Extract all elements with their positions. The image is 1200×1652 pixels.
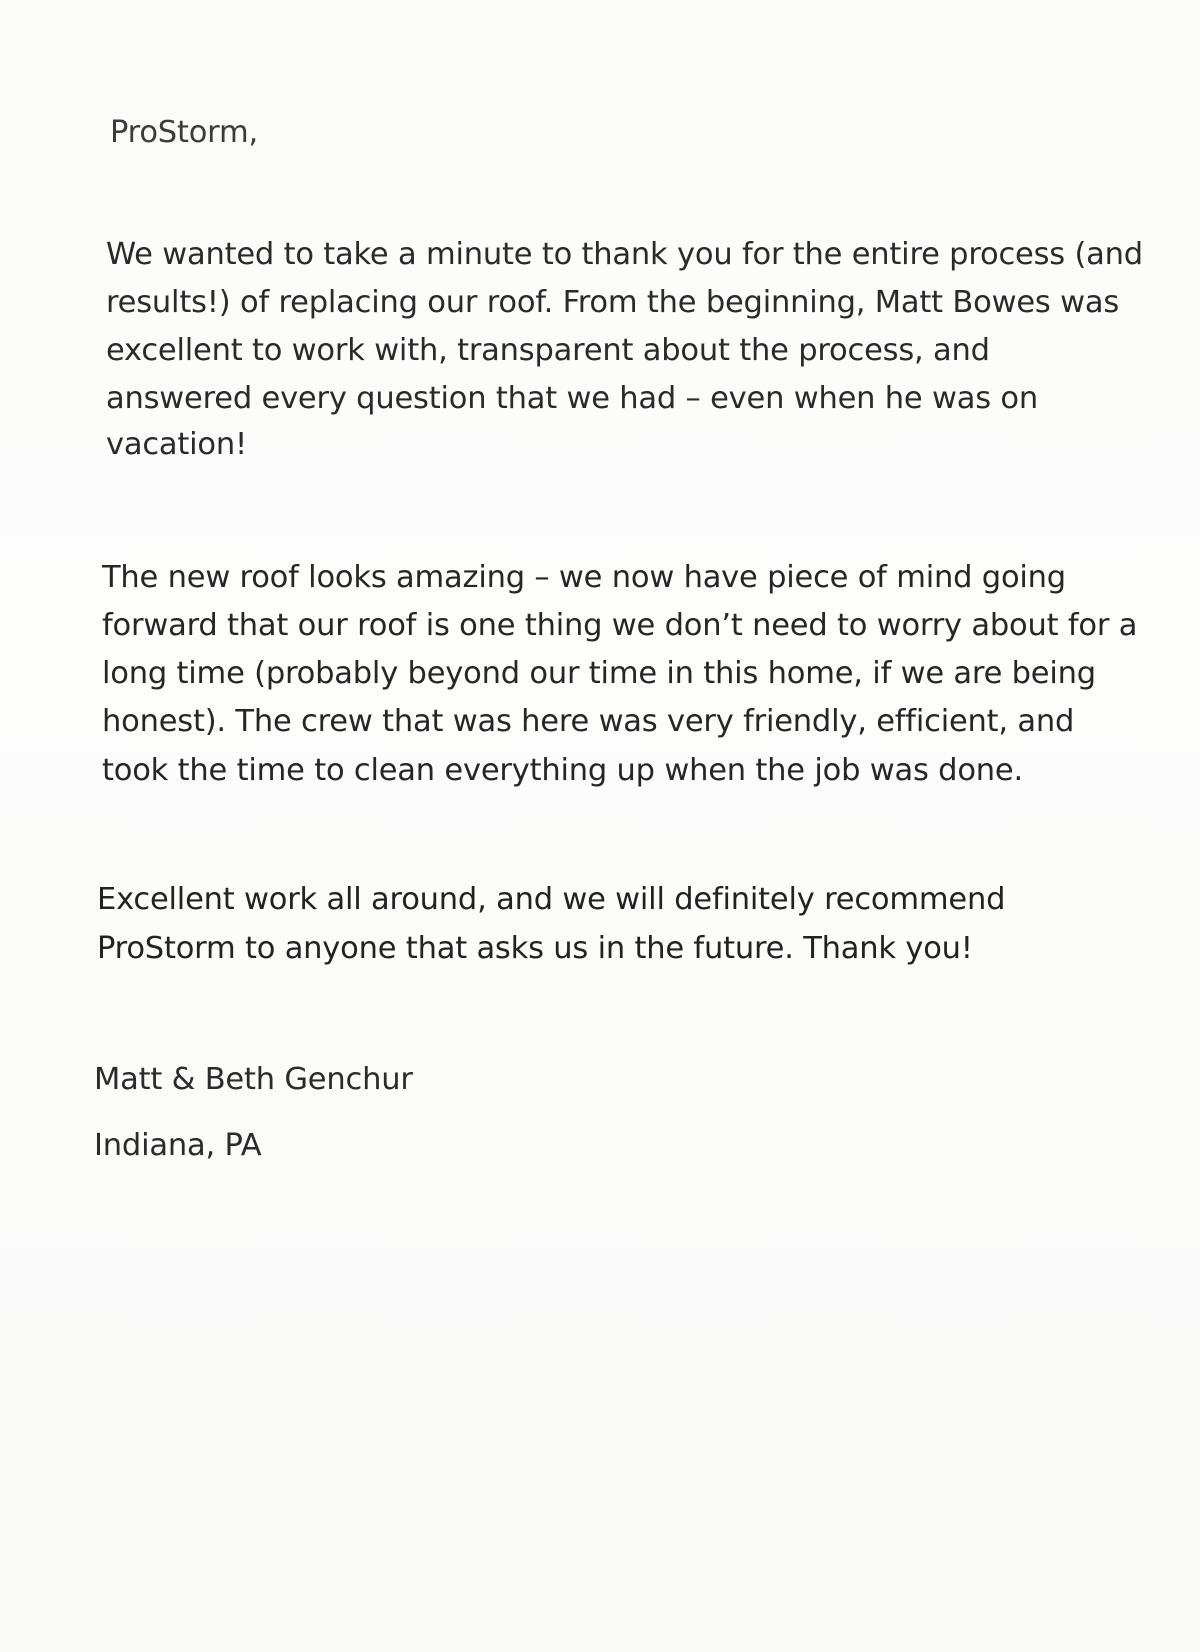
paragraph-line: results!) of replacing our roof. From the beginning, Matt Bowes was [106,285,1120,320]
paragraph-line: The new roof looks amazing – we now have piece of mind going [102,560,1066,595]
paragraph-line: ProStorm to anyone that asks us in the future. Thank you! [97,931,973,966]
paragraph-line: long time (probably beyond our time in this home, if we are being [102,656,1096,691]
signature-names: Matt & Beth Genchur [94,1062,413,1097]
paragraph-line: vacation! [106,427,248,462]
paragraph-line: took the time to clean everything up when the job was done. [102,753,1023,788]
paragraph-line: forward that our roof is one thing we don’t need to worry about for a [102,608,1138,643]
paragraph-line: honest). The crew that was here was very friendly, efficient, and [102,704,1075,739]
paragraph-line: Excellent work all around, and we will definitely recommend [97,882,1006,917]
paragraph-line: We wanted to take a minute to thank you for the entire process (and [106,237,1143,272]
salutation: ProStorm, [110,115,258,150]
paragraph-line: answered every question that we had – even when he was on [106,381,1038,416]
signature-location: Indiana, PA [94,1128,262,1163]
paragraph-line: excellent to work with, transparent about the process, and [106,333,990,368]
